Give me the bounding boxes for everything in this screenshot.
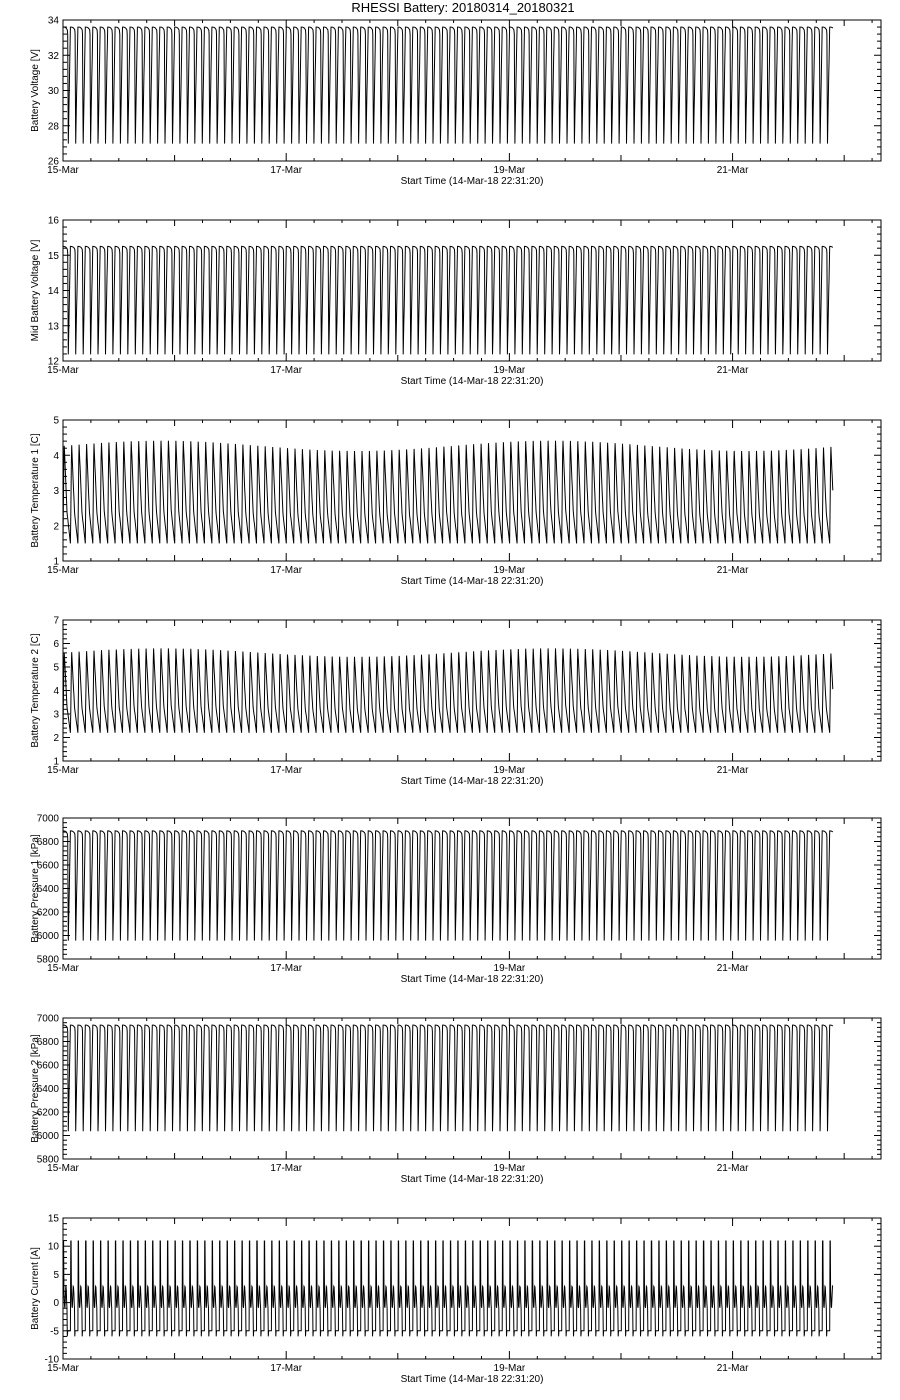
x-tick-label: 17-Mar — [270, 165, 303, 176]
panel-1 — [30, 16, 881, 188]
y-tick-label: 6600 — [36, 1060, 59, 1072]
x-tick-label: 19-Mar — [493, 963, 526, 974]
y-tick-label: 1 — [53, 556, 59, 568]
y-tick-label: 5800 — [36, 1154, 59, 1166]
x-tick-label: 19-Mar — [493, 365, 526, 376]
y-tick-label: 6 — [53, 639, 59, 650]
y-axis-label: Battery Temperature 1 [C] — [30, 433, 41, 548]
x-tick-label: 15-Mar — [47, 1363, 79, 1374]
y-tick-label: 5 — [53, 662, 59, 674]
y-tick-label: 16 — [47, 215, 59, 227]
y-tick-label: 5 — [53, 1269, 59, 1281]
y-tick-label: 3 — [53, 486, 59, 497]
y-tick-label: 26 — [47, 156, 59, 168]
y-tick-label: 4 — [53, 686, 59, 697]
x-axis-label: Start Time (14-Mar-18 22:31:20) — [400, 376, 544, 387]
x-tick-label: 19-Mar — [493, 565, 526, 576]
y-axis-label: Battery Pressure 1 [kPa] — [30, 834, 41, 943]
series-line — [63, 27, 833, 144]
series-line — [63, 648, 833, 732]
y-tick-label: -10 — [44, 1354, 59, 1366]
y-tick-label: 6200 — [36, 1107, 59, 1119]
panel-5 — [30, 814, 881, 986]
y-tick-label: 14 — [47, 286, 59, 297]
x-tick-label: 17-Mar — [270, 565, 303, 576]
y-tick-label: 6000 — [36, 931, 59, 942]
y-axis-label: Battery Voltage [V] — [30, 49, 41, 132]
x-tick-label: 15-Mar — [47, 565, 79, 576]
x-axis-label: Start Time (14-Mar-18 22:31:20) — [400, 576, 544, 587]
y-tick-label: 10 — [47, 1241, 59, 1253]
panel-7 — [30, 1214, 881, 1386]
series-line — [63, 1241, 833, 1336]
x-tick-label: 15-Mar — [47, 165, 79, 176]
x-tick-label: 15-Mar — [47, 365, 79, 376]
x-tick-label: 17-Mar — [270, 765, 303, 776]
panel-2 — [30, 216, 881, 388]
y-tick-label: 6800 — [36, 1037, 59, 1048]
y-tick-label: 3 — [53, 709, 59, 721]
x-axis-label: Start Time (14-Mar-18 22:31:20) — [400, 1174, 544, 1185]
series-line — [63, 441, 833, 544]
y-tick-label: 15 — [47, 250, 59, 262]
x-axis-label: Start Time (14-Mar-18 22:31:20) — [400, 1374, 544, 1385]
y-tick-label: 28 — [47, 121, 59, 133]
x-tick-label: 21-Mar — [716, 365, 749, 376]
x-tick-label: 21-Mar — [716, 1163, 749, 1174]
y-tick-label: 12 — [47, 356, 59, 368]
y-tick-label: 32 — [47, 50, 59, 62]
y-tick-label: 6600 — [36, 860, 59, 872]
y-tick-label: 7000 — [36, 1013, 59, 1025]
x-tick-label: 19-Mar — [493, 165, 526, 176]
y-tick-label: 34 — [47, 15, 59, 27]
y-axis-label: Battery Current [A] — [30, 1247, 41, 1330]
panel-6 — [30, 1014, 881, 1186]
x-tick-label: 17-Mar — [270, 1163, 303, 1174]
panel-4 — [30, 616, 881, 788]
x-tick-label: 21-Mar — [716, 165, 749, 176]
y-tick-label: 2 — [53, 733, 59, 744]
x-tick-label: 19-Mar — [493, 765, 526, 776]
x-tick-label: 19-Mar — [493, 1163, 526, 1174]
series-line — [63, 246, 833, 354]
y-tick-label: 1 — [53, 756, 59, 768]
y-axis-label: Battery Pressure 2 [kPa] — [30, 1034, 41, 1143]
y-tick-label: 6400 — [36, 1084, 59, 1095]
y-tick-label: 13 — [47, 321, 59, 333]
panel-3 — [30, 416, 881, 588]
y-tick-label: 6400 — [36, 884, 59, 895]
x-tick-label: 15-Mar — [47, 1163, 79, 1174]
x-axis-label: Start Time (14-Mar-18 22:31:20) — [400, 776, 544, 787]
x-tick-label: 21-Mar — [716, 1363, 749, 1374]
y-tick-label: 6000 — [36, 1131, 59, 1142]
figure-title: RHESSI Battery: 20180314_20180321 — [351, 0, 575, 15]
y-tick-label: 5800 — [36, 954, 59, 966]
y-axis-label: Mid Battery Voltage [V] — [30, 239, 41, 342]
x-axis-label: Start Time (14-Mar-18 22:31:20) — [400, 176, 544, 187]
series-line — [63, 1025, 833, 1131]
series-line — [63, 831, 833, 941]
x-tick-label: 21-Mar — [716, 565, 749, 576]
x-tick-label: 19-Mar — [493, 1363, 526, 1374]
x-tick-label: 17-Mar — [270, 963, 303, 974]
x-tick-label: 17-Mar — [270, 1363, 303, 1374]
x-tick-label: 15-Mar — [47, 765, 79, 776]
y-tick-label: 7 — [53, 615, 59, 627]
y-tick-label: 2 — [53, 521, 59, 533]
y-axis-label: Battery Temperature 2 [C] — [30, 633, 41, 748]
y-tick-label: 4 — [53, 450, 59, 462]
y-tick-label: 30 — [47, 86, 59, 97]
x-tick-label: 21-Mar — [716, 765, 749, 776]
y-tick-label: 6200 — [36, 907, 59, 919]
x-tick-label: 17-Mar — [270, 365, 303, 376]
panels — [30, 16, 881, 1386]
y-tick-label: 6800 — [36, 837, 59, 848]
y-tick-label: -5 — [50, 1326, 59, 1338]
x-tick-label: 21-Mar — [716, 963, 749, 974]
x-axis-label: Start Time (14-Mar-18 22:31:20) — [400, 974, 544, 985]
y-tick-label: 7000 — [36, 813, 59, 825]
y-tick-label: 15 — [47, 1213, 59, 1225]
y-tick-label: 0 — [53, 1298, 59, 1310]
x-tick-label: 15-Mar — [47, 963, 79, 974]
y-tick-label: 5 — [53, 415, 59, 427]
